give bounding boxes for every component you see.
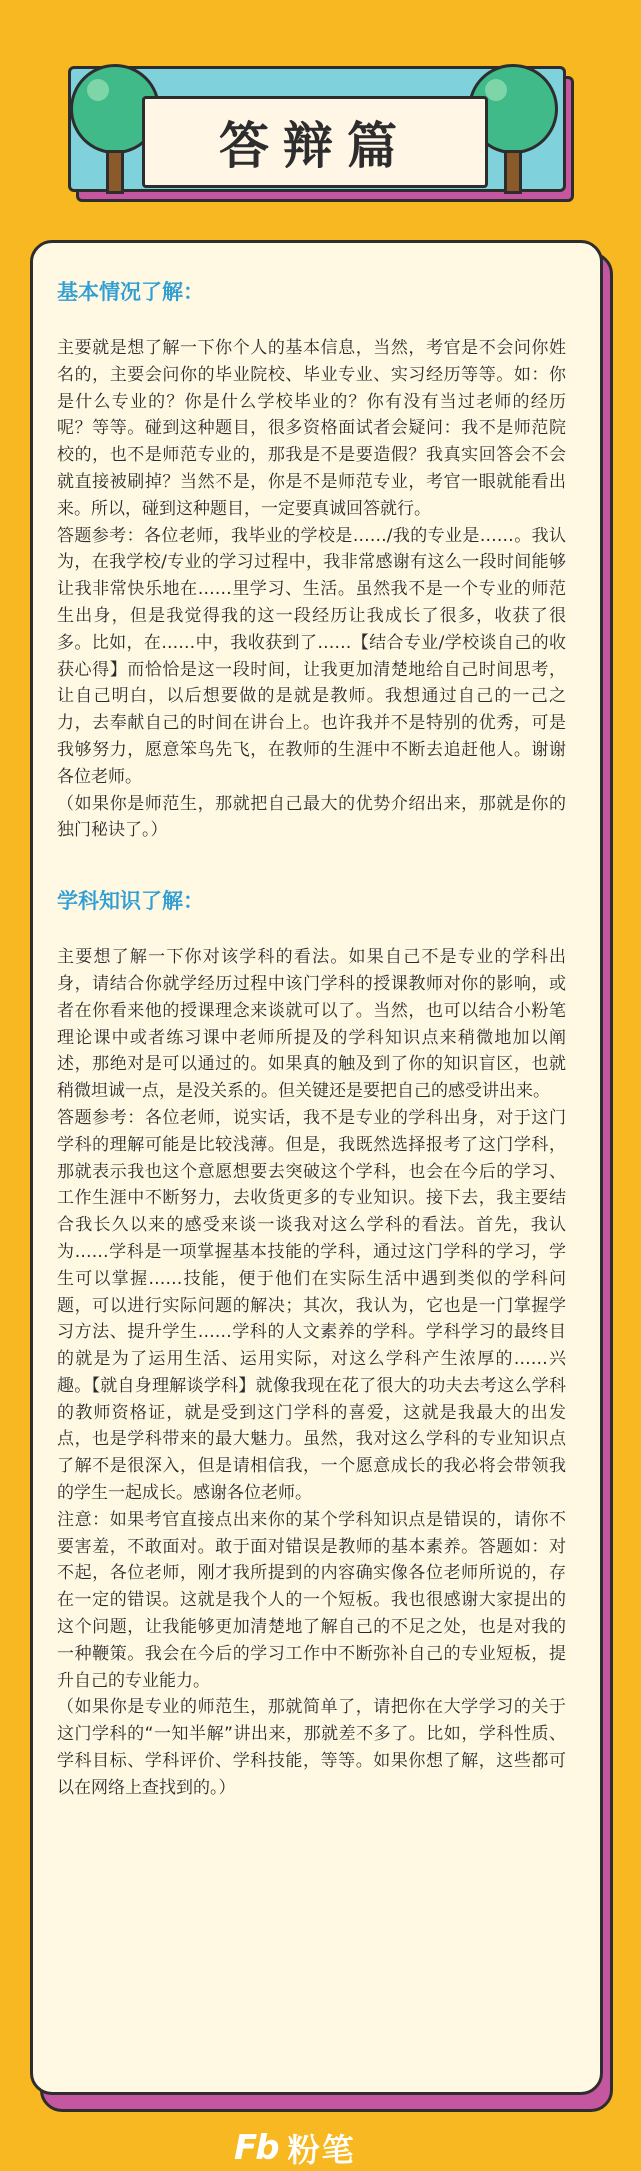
fenbi-logo-icon: Fb xyxy=(234,2128,278,2168)
title-plate xyxy=(142,96,488,188)
content-card xyxy=(30,240,603,2095)
page-title: 答辩篇 xyxy=(219,117,411,175)
subject-note: （如果你是专业的师范生，那就简单了，请把你在大学学习的关于这门学科的“一知半解”讲出来，那就差不多了。比如，学科性质、学科目标、学科评价、学科技能，等等。如果你想了解，这些都可以在网络上查找到的。） xyxy=(57,1697,566,1798)
subject-attention: 注意：如果考官直接点出来你的某个学科知识点是错误的，请你不要害羞，不敢面对。敢于面对错误是教师的基本素养。答题如：对不起，各位老师，刚才我所提到的内容确实像各位老师所说的，存在一定的错误。这就是我个人的一个短板。我也很感谢大家提出的这个问题，让我能够更加清楚地了解自己的不足之处，也是对我的一种鞭策。我会在今后的学习工作中不断弥补自己的专业短板，提升自己的专业能力。 xyxy=(57,1509,566,1691)
subject-intro: 主要想了解一下你对该学科的看法。如果自己不是专业的学科出身，请结合你就学经历过程中该门学科的授课教师对你的影响，或者在你看来他的授课理念来谈就可以了。当然，也可以结合小粉笔理论课中或者练习课中老师所提及的学科知识点来稍微地加以阐述，那绝对是可以通过的。如果真的触及到了你的知识盲区，也就稍微坦诚一点，是没关系的。但关键还是要把自己的感受讲出来。 xyxy=(57,947,566,1102)
basic-info-intro: 主要就是想了解一下你个人的基本信息，当然，考官是不会问你姓名的，主要会问你的毕业院校、毕业专业、实习经历等等。如：你是什么专业的？你是什么学校毕业的？你有没有当过老师的经历呢？等等。碰到这种题目，很多资格面试者会疑问：我不是师范院校的，也不是师范专业的，那我是不是要造假？我真实回答会不会就直接被刷掉？当然不是，你是不是师范专业，考官一眼就能看出来。所以，碰到这种题目，一定要真诚回答就行。 xyxy=(57,338,566,519)
section-title-basic-info: 基本情况了解： xyxy=(57,280,204,304)
basic-info-answer: 答题参考：各位老师，我毕业的学校是……/我的专业是……。我认为，在我学校/专业的学习过程中，我非常感谢有这么一段时间能够让我非常快乐地在……里学习、生活。虽然我不是一个专业的师范生出身，但是我觉得我的这一段经历让我成长了很多，收获了很多。比如，在……中，我收获到了……【结合专业/学校谈自己的收获心得】而恰恰是这一段时间，让我更加清楚地给自己时间思考，让自己明白，以后想要做的是就是教师。我想通过自己的一己之力，去奉献自己的时间在讲台上。也许我并不是特别的优秀，可是我够努力，愿意笨鸟先飞，在教师的生涯中不断去追赶他人。谢谢各位老师。 xyxy=(57,525,566,787)
fenbi-logo xyxy=(234,2128,356,2168)
basic-info-note: （如果你是师范生，那就把自己最大的优势介绍出来，那就是你的独门秘诀了。） xyxy=(57,793,566,841)
subject-answer: 答题参考：各位老师，说实话，我不是专业的学科出身，对于这门学科的理解可能是比较浅薄。但是，我既然选择报考了这门学科，那就表示我也这个意愿想要去突破这个学科，也会在今后的学习、工作生涯中不断努力，去收货更多的专业知识。接下去，我主要结合我长久以来的感受来谈一谈我对这么学科的看法。首先，我认为……学科是一项掌握基本技能的学科，通过这门学科的学习，学生可以掌握……技能，便于他们在实际生活中遇到类似的学科问题，可以进行实际问题的解决；其次，我认为，它也是一门掌握学习方法、提升学生……学科的人文素养的学科。学科学习的最终目的就是为了运用生活、运用实际，对这么学科产生浓厚的……兴趣。【就自身理解谈学科】就像我现在花了很大的功夫去考这么学科的教师资格证，就是受到这门学科的喜爱，这就是我最大的出发点，也是学科带来的最大魅力。虽然，我对这么学科的专业知识点了解不是很深入，但是请相信我，一个愿意成长的我必将会带领我的学生一起成长。感谢各位老师。 xyxy=(57,1107,566,1504)
fenbi-logo-text: 粉笔 xyxy=(287,2131,356,2169)
section-title-subject-knowledge: 学科知识了解： xyxy=(57,889,204,914)
